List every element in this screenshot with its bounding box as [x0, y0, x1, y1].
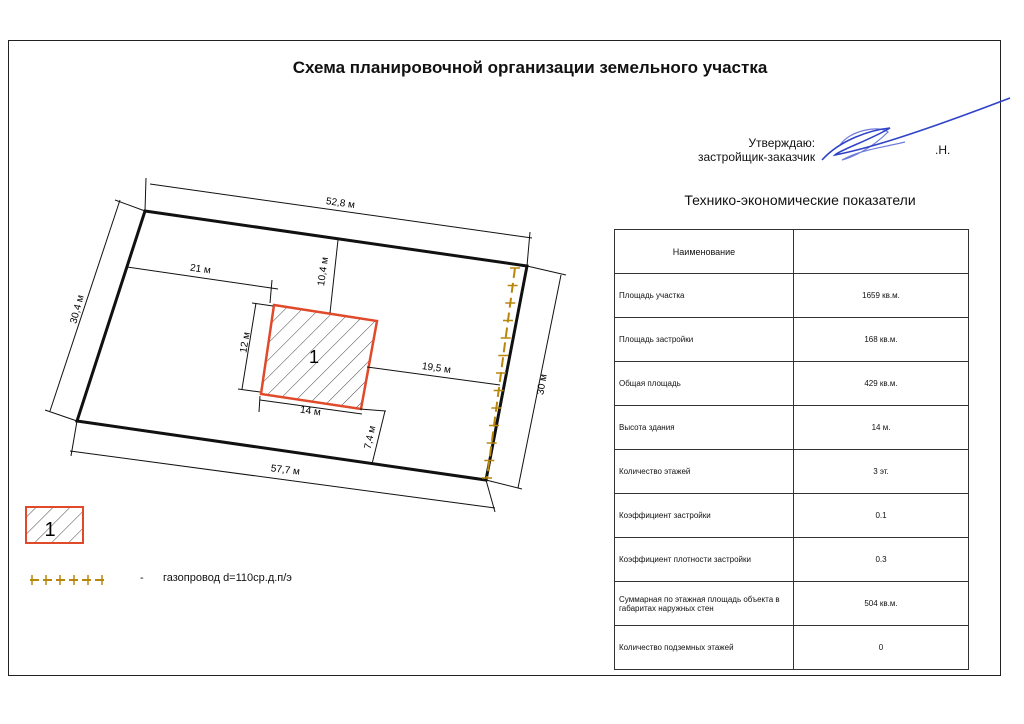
row-value: 429 кв.м.: [794, 362, 969, 406]
row-value: 0.1: [794, 494, 969, 538]
dim-to-top-label: 10,4 м: [316, 256, 331, 287]
approval-name-tail: .Н.: [935, 143, 951, 157]
dim-to-right: [367, 361, 500, 385]
legend-building: [26, 507, 83, 543]
row-name: Суммарная по этажная площадь объекта в габаритах наружных стен: [615, 582, 794, 626]
row-name: Высота здания: [615, 406, 794, 450]
legend-building-label: 1: [44, 519, 56, 541]
building-number: 1: [308, 347, 320, 367]
dim-bottom-label: 57,7 м: [270, 463, 301, 478]
approval-line-1: Утверждаю:: [748, 136, 816, 150]
building: [261, 305, 377, 409]
row-name: Площадь застройки: [615, 318, 794, 362]
row-value: 14 м.: [794, 406, 969, 450]
dim-top: [145, 178, 532, 266]
row-name: Количество подземных этажей: [615, 626, 794, 670]
legend-gas-sample: [30, 575, 108, 585]
row-value: 168 кв.м.: [794, 318, 969, 362]
row-name: Количество этажей: [615, 450, 794, 494]
dim-left: [45, 200, 145, 421]
row-value: 0: [794, 626, 969, 670]
tep-title: Технико-экономические показатели: [684, 192, 916, 208]
dim-to-top: [316, 240, 338, 313]
dim-to-bottom-label: 7,4 м: [362, 424, 379, 451]
row-value: 504 кв.м.: [794, 582, 969, 626]
gas-pipeline-ticks: [482, 268, 520, 478]
row-value: 1659 кв.м.: [794, 274, 969, 318]
dim-to-bottom: [360, 409, 386, 464]
row-value: 0.3: [794, 538, 969, 582]
legend-gas-text: газопровод d=110ср.д.п/э: [163, 572, 292, 584]
dim-top-label: 52,8 м: [325, 196, 356, 211]
dim-to-right-label: 19,5 м: [421, 361, 452, 376]
approval-line-2: застройщик-заказчик: [698, 150, 816, 164]
page-title: Схема планировочной организации земельного участка: [292, 58, 768, 77]
row-name: Коэффициент плотности застройки: [615, 538, 794, 582]
dim-bottom: [70, 421, 495, 512]
legend-gas-dash: -: [140, 572, 144, 584]
dim-to-left-label: 21 м: [189, 262, 212, 277]
dim-right: [486, 266, 566, 489]
dim-right-label: 30 м: [535, 373, 550, 396]
row-name: Общая площадь: [615, 362, 794, 406]
header-name-cell: Наименование: [615, 230, 794, 274]
dim-bld-width-label: 14 м: [299, 404, 322, 419]
row-name: Коэффициент застройки: [615, 494, 794, 538]
dim-bld-height-label: 12 м: [238, 331, 253, 354]
dim-to-left: [127, 263, 278, 303]
legend-gas-ticks: [32, 575, 102, 585]
gas-pipeline: [482, 268, 520, 478]
row-value: 3 эт.: [794, 450, 969, 494]
row-name: Площадь участка: [615, 274, 794, 318]
dim-left-label: 30,4 м: [68, 293, 87, 325]
